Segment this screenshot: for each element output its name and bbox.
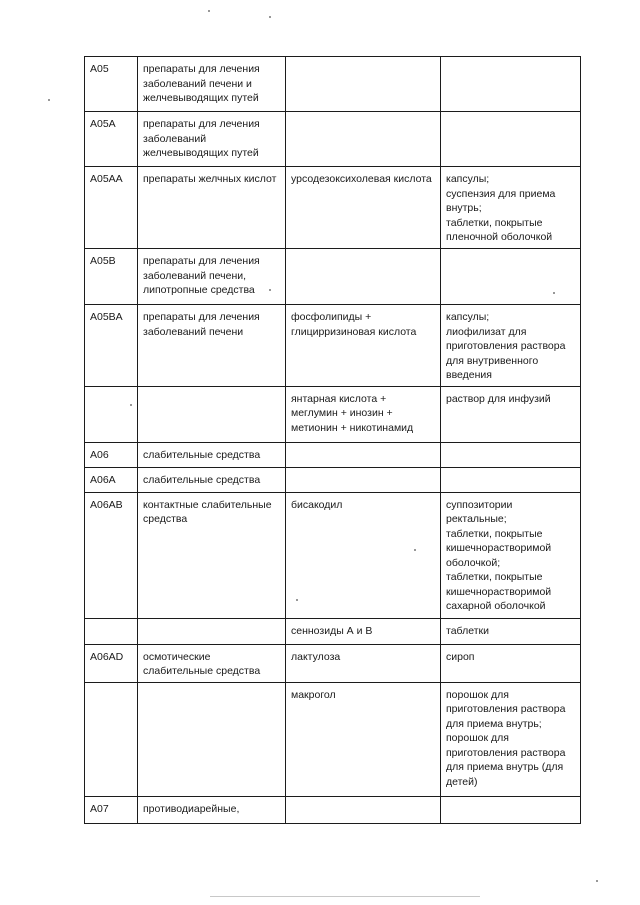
atc-code-cell — [85, 618, 138, 644]
table-row — [85, 467, 581, 492]
dosage-form-cell — [441, 112, 581, 167]
table-row — [85, 112, 581, 167]
group-name-cell: слабительные средства — [138, 467, 286, 492]
atc-code-cell: A05B — [85, 249, 138, 305]
table-row — [85, 386, 581, 442]
scan-speck — [208, 10, 210, 12]
drug-name-cell — [286, 442, 441, 467]
dosage-form-cell — [441, 467, 581, 492]
table-row — [85, 796, 581, 823]
atc-code-cell: A06AD — [85, 644, 138, 682]
group-name-cell: препараты желчных кислот — [138, 167, 286, 249]
atc-code-cell: A05A — [85, 112, 138, 167]
table-row — [85, 682, 581, 796]
dosage-form-cell: порошок для приготовления раствора для приема внутрь; порошок для приготовления раствора для приема внутрь (для детей) — [441, 682, 581, 796]
drug-name-cell: сеннозиды А и В — [286, 618, 441, 644]
dosage-form-cell: капсулы; лиофилизат для приготовления раствора для внутривенного введения — [441, 305, 581, 387]
atc-code-cell: A05AA — [85, 167, 138, 249]
scan-speck — [269, 16, 271, 18]
atc-code-cell — [85, 682, 138, 796]
table-row — [85, 644, 581, 682]
group-name-cell: контактные слабительные средства — [138, 492, 286, 618]
atc-code-cell: A06AB — [85, 492, 138, 618]
group-name-cell: осмотические слабительные средства — [138, 644, 286, 682]
table-row — [85, 249, 581, 305]
group-name-cell: препараты для лечения заболеваний печени, липотропные средства — [138, 249, 286, 305]
table-row — [85, 167, 581, 249]
scan-speck — [130, 404, 132, 406]
dosage-form-cell — [441, 442, 581, 467]
dosage-form-cell — [441, 57, 581, 112]
atc-code-cell: A07 — [85, 796, 138, 823]
drug-name-cell: бисакодил — [286, 492, 441, 618]
table-row — [85, 492, 581, 618]
group-name-cell: слабительные средства — [138, 442, 286, 467]
drug-name-cell: фосфолипиды + глицирризиновая кислота — [286, 305, 441, 387]
scan-speck — [296, 599, 298, 601]
group-name-cell — [138, 386, 286, 442]
dosage-form-cell — [441, 249, 581, 305]
scan-speck — [269, 289, 271, 291]
group-name-cell: препараты для лечения заболеваний желчевыводящих путей — [138, 112, 286, 167]
drug-name-cell — [286, 796, 441, 823]
group-name-cell — [138, 682, 286, 796]
scan-speck — [596, 880, 598, 882]
group-name-cell: препараты для лечения заболеваний печени и желчевыводящих путей — [138, 57, 286, 112]
atc-code-cell: A05BA — [85, 305, 138, 387]
scan-speck — [414, 549, 416, 551]
scan-speck — [48, 99, 50, 101]
atc-code-cell — [85, 386, 138, 442]
medication-table — [84, 56, 581, 824]
table-row — [85, 618, 581, 644]
table-row — [85, 305, 581, 387]
drug-name-cell — [286, 249, 441, 305]
table-row — [85, 442, 581, 467]
atc-code-cell: A05 — [85, 57, 138, 112]
drug-name-cell: макрогол — [286, 682, 441, 796]
drug-name-cell — [286, 112, 441, 167]
scan-speck — [553, 292, 555, 294]
dosage-form-cell: суппозитории ректальные; таблетки, покрытые кишечнорастворимой оболочкой; таблетки, покрытые кишечнорастворимой сахарной оболочкой — [441, 492, 581, 618]
scan-edge-line — [210, 896, 480, 897]
group-name-cell: противодиарейные, — [138, 796, 286, 823]
medication-table-body — [85, 57, 581, 824]
dosage-form-cell — [441, 796, 581, 823]
drug-name-cell: янтарная кислота + меглумин + инозин + метионин + никотинамид — [286, 386, 441, 442]
drug-name-cell: лактулоза — [286, 644, 441, 682]
dosage-form-cell: сироп — [441, 644, 581, 682]
drug-name-cell — [286, 57, 441, 112]
drug-name-cell — [286, 467, 441, 492]
drug-name-cell: урсодезоксихолевая кислота — [286, 167, 441, 249]
dosage-form-cell: раствор для инфузий — [441, 386, 581, 442]
group-name-cell — [138, 618, 286, 644]
dosage-form-cell: капсулы; суспензия для приема внутрь; таблетки, покрытые пленочной оболочкой — [441, 167, 581, 249]
group-name-cell: препараты для лечения заболеваний печени — [138, 305, 286, 387]
table-row — [85, 57, 581, 112]
atc-code-cell: A06 — [85, 442, 138, 467]
dosage-form-cell: таблетки — [441, 618, 581, 644]
atc-code-cell: A06A — [85, 467, 138, 492]
